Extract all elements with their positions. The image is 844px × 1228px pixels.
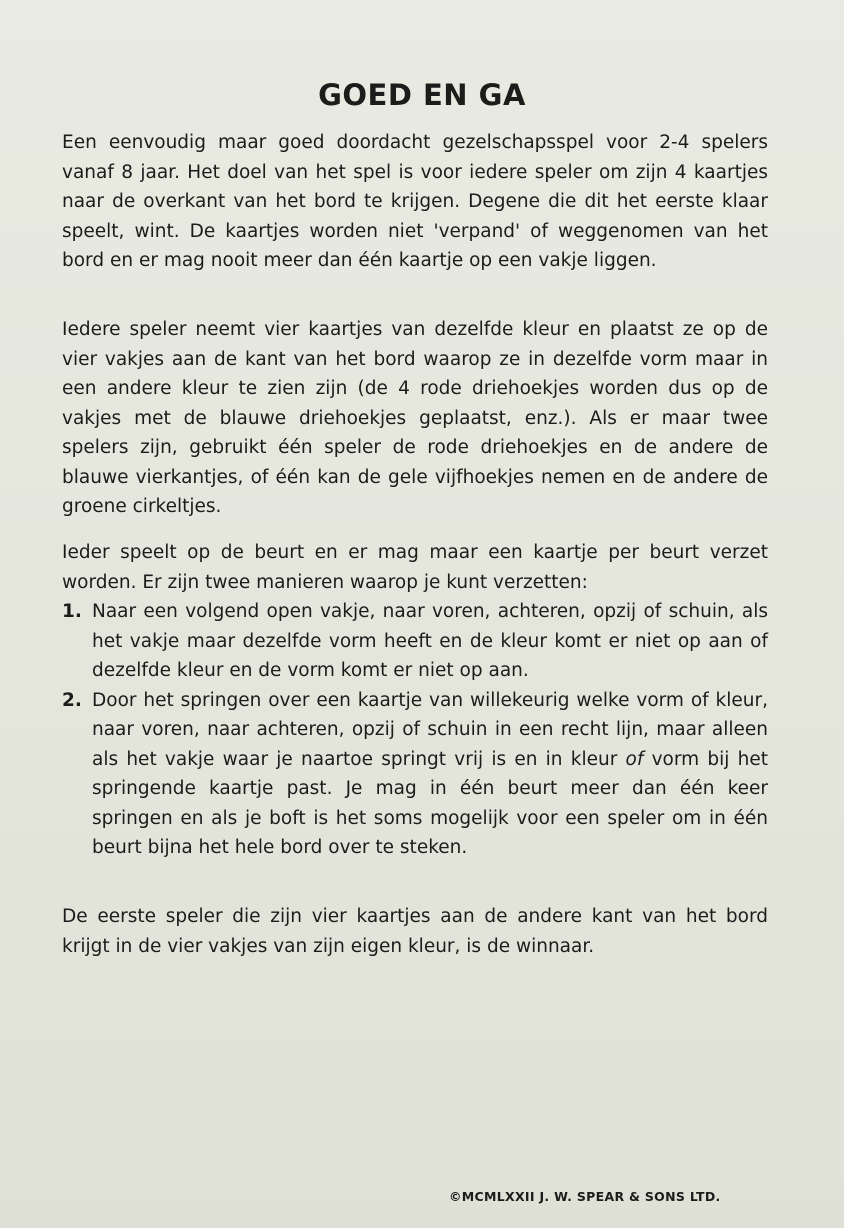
moves-section: [62, 538, 768, 863]
setup-paragraph: Iedere speler neemt vier kaartjes van dezelfde kleur en plaatst ze op de vier vakjes aan de kant van het bord waarop ze in dezelfde vorm maar in een andere kleur te zien zijn (de 4 rode driehoekjes worden dus op de vakjes met de blauwe driehoekjes geplaatst, enz.). Als er maar twee spelers zijn, gebruikt één speler de rode driehoekjes en de andere de blauwe vierkantjes, of één kan de gele vijfhoekjes nemen en de andere de groene cirkeltjes.: [62, 319, 768, 517]
moves-intro: Ieder speelt op de beurt en er mag maar een kaartje per beurt verzet worden. Er zijn twee manieren waarop je kunt verzetten:: [62, 542, 768, 593]
rule-item: [62, 597, 768, 686]
winner-paragraph: De eerste speler die zijn vier kaartjes aan de andere kant van het bord krijgt in de vier vakjes van zijn eigen kleur, is de winnaar.: [62, 906, 768, 957]
rule-number: 2.: [62, 689, 82, 711]
intro-paragraph: Een eenvoudig maar goed doordacht gezelschapsspel voor 2-4 spelers vanaf 8 jaar. Het doel van het spel is voor iedere speler om zijn 4 kaartjes naar de overkant van het bord te krijgen. Degene die dit het eerste klaar speelt, wint. De kaartjes worden niet 'verpand' of weggenomen van het bord en er mag nooit meer dan één kaartje op een vakje liggen.: [62, 132, 768, 271]
rule-item: [62, 686, 768, 863]
rule-text-part: Door het springen over een kaartje van willekeurig welke vorm of kleur, naar voren, naar achteren, opzij of schuin in een recht lijn, maar alleen als het vakje waar je naartoe springt vrij is en in kleur: [92, 689, 768, 770]
copyright-notice: ©MCMLXXII J. W. SPEAR & SONS LTD.: [449, 1189, 721, 1204]
rule-text: Naar een volgend open vakje, naar voren, achteren, opzij of schuin, als het vakje maar dezelfde vorm heeft en de kleur komt er niet op aan of dezelfde kleur en de vorm komt er niet op aan.: [92, 601, 768, 681]
rule-number: 1.: [62, 601, 82, 622]
rules-list: [62, 597, 768, 863]
page-title: GOED EN GA: [318, 78, 526, 112]
rule-text-emphasis: of: [625, 748, 644, 770]
rule-text-part: vorm bij het springende kaartje past. Je mag in één beurt meer dan één keer springen en als je boft is het soms mogelijk voor een speler om in één beurt bijna het hele bord over te steken.: [92, 748, 768, 858]
